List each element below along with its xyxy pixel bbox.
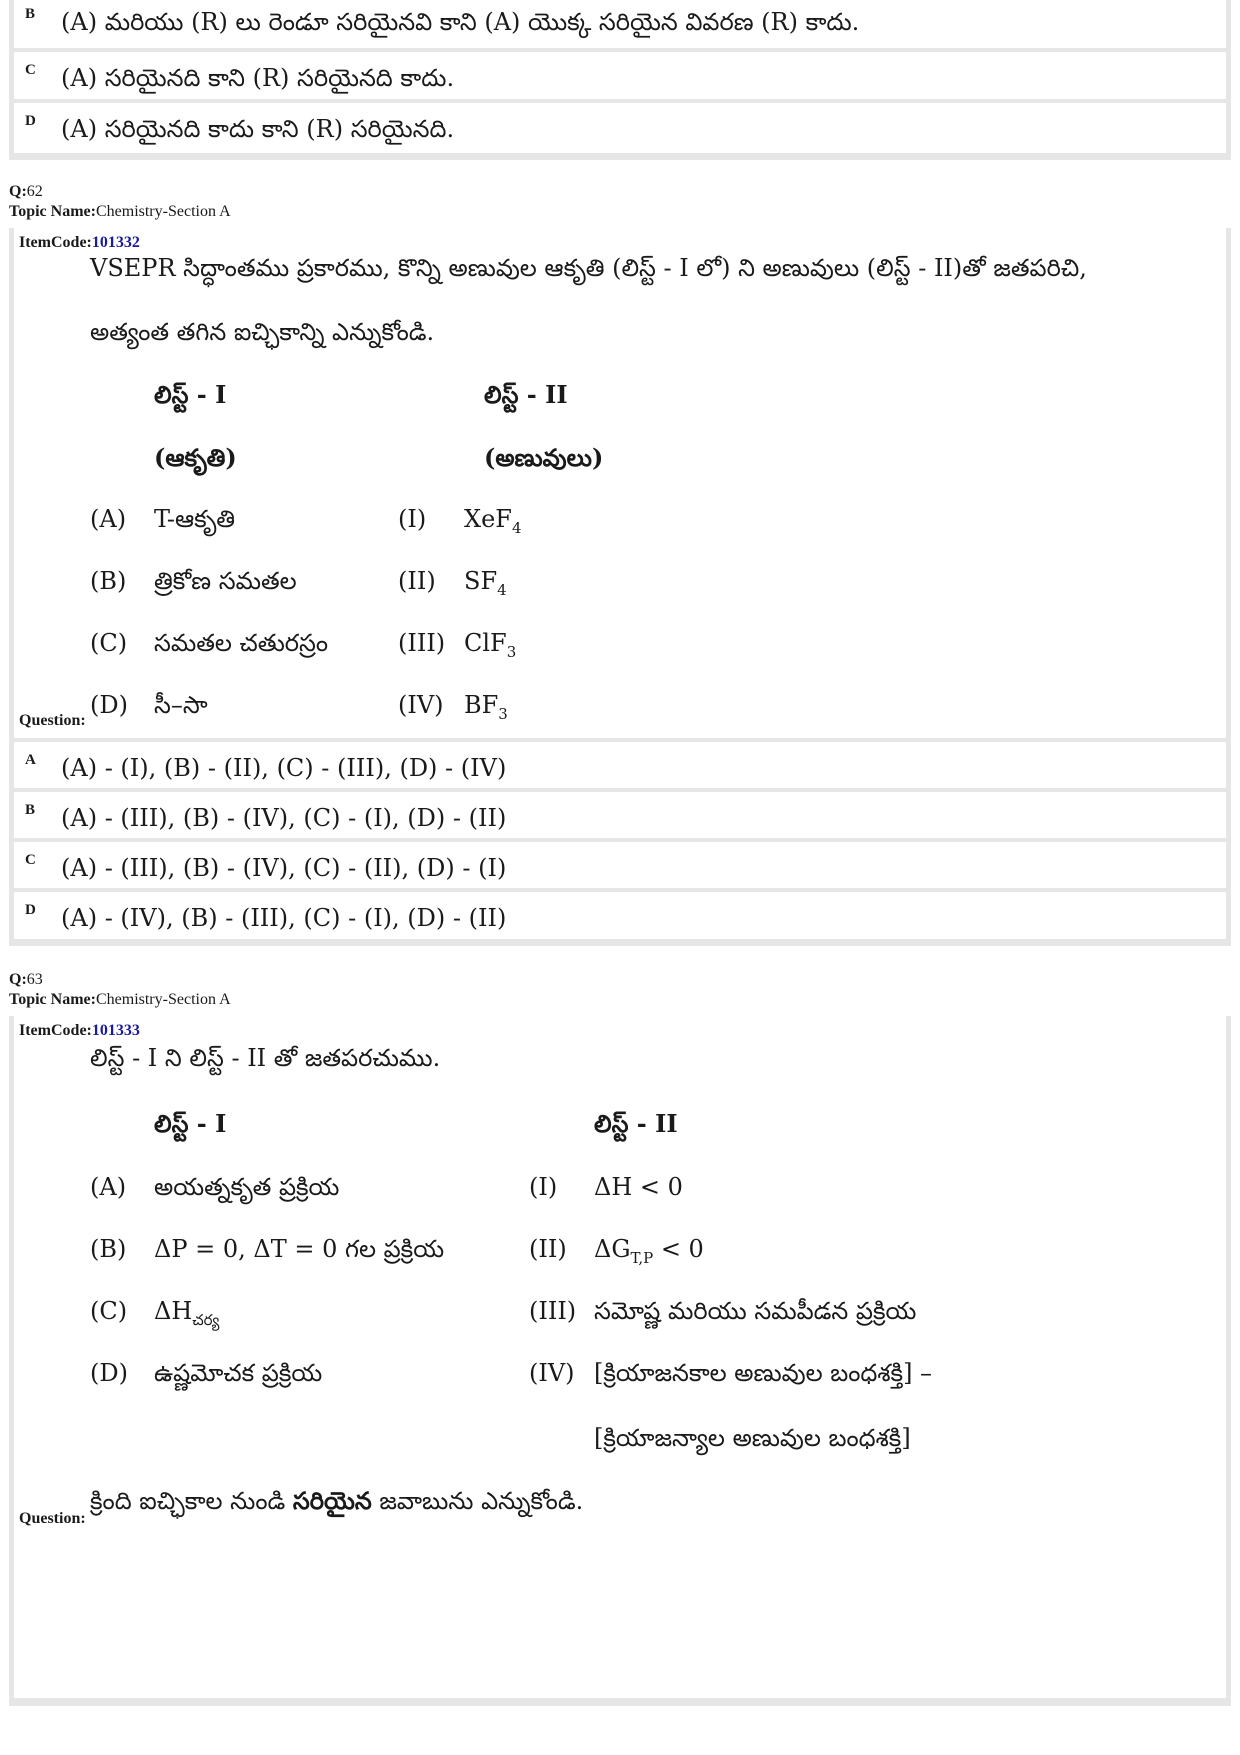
subscript: చర్య (192, 1311, 220, 1329)
row-ii-label: (II) (398, 567, 436, 595)
q-label: Q: (9, 971, 27, 988)
row-d-label: (D) (90, 691, 128, 719)
item-code-label: ItemCode: (19, 234, 92, 251)
row-iv-formula (464, 691, 508, 723)
option-c[interactable] (14, 52, 1226, 99)
formula: ClF (464, 629, 507, 657)
q-number: 62 (26, 183, 43, 200)
item-code-value[interactable]: 101332 (91, 234, 140, 251)
subscript: T,P (630, 1249, 654, 1267)
subscript: 3 (506, 643, 517, 661)
row-c-label: (C) (90, 629, 128, 657)
q63-block (9, 1016, 1231, 1706)
option-text: (A) మరియు (R) లు రెండూ సరియైనవి కాని (A) యొక్క సరియైన వివరణ (R) కాదు. (61, 8, 860, 36)
option-letter: A (25, 752, 36, 768)
row-d-text: సీ–సా (154, 691, 208, 719)
option-b[interactable] (14, 792, 1226, 838)
subscript: 4 (511, 519, 522, 537)
row-i-formula (464, 505, 522, 537)
row-a-text: అయత్నకృత ప్రక్రియ (154, 1173, 340, 1201)
item-code-value[interactable]: 101333 (91, 1022, 140, 1039)
q62-line2: అత్యంత తగిన ఐచ్ఛికాన్ని ఎన్నుకోండి. (90, 318, 435, 346)
subscript: 3 (498, 705, 508, 723)
row-c-label: (C) (90, 1297, 128, 1325)
formula-tail: < 0 (653, 1235, 704, 1263)
question-label: Question: (19, 712, 86, 729)
row-iv-label: (IV) (529, 1359, 575, 1387)
list1-title: లిస్ట్ - I (154, 1109, 227, 1138)
row-i-label: (I) (529, 1173, 558, 1201)
option-letter: D (25, 113, 36, 129)
row-iii-formula (464, 629, 516, 661)
question-label: Question: (19, 1510, 86, 1527)
option-c[interactable] (14, 842, 1226, 888)
row-ii-label: (II) (529, 1235, 567, 1263)
row-iii-label: (III) (398, 629, 446, 657)
option-letter: B (25, 802, 36, 818)
q63-line1 (90, 1044, 440, 1078)
option-d[interactable] (14, 103, 1226, 153)
option-text: (A) - (III), (B) - (IV), (C) - (II), (D) - (I) (61, 854, 507, 882)
topic-label: Topic Name: (9, 991, 96, 1008)
formula: XeF (464, 505, 512, 533)
q63-closing (90, 1486, 583, 1521)
q-number: 63 (26, 971, 43, 988)
item-code (19, 234, 140, 252)
row-b-label: (B) (90, 567, 127, 595)
formula: ΔG (594, 1235, 631, 1263)
row-iv-label: (IV) (398, 691, 444, 719)
option-text: (A) - (I), (B) - (II), (C) - (III), (D) - (IV) (61, 754, 507, 782)
option-letter: C (25, 852, 36, 868)
closing-post: జవాబును ఎన్నుకోండి. (371, 1487, 584, 1515)
option-text: (A) సరియైనది కాని (R) సరియైనది కాదు. (61, 64, 455, 92)
row-i-label: (I) (398, 505, 427, 533)
closing-pre: క్రింది ఐచ్ఛికాల నుండి (90, 1487, 293, 1515)
row-iv-text-cont: [క్రియాజన్యాల అణువుల బంధశక్తి] (594, 1424, 911, 1452)
option-a[interactable] (14, 742, 1226, 788)
row-iv-text: [క్రియాజనకాల అణువుల బంధశక్తి] – (594, 1359, 933, 1387)
subscript: 4 (497, 581, 507, 599)
list2-title: లిస్ట్ - II (594, 1109, 678, 1138)
row-iii-text: సమోష్ణ మరియు సమపీడన ప్రక్రియ (594, 1297, 917, 1325)
row-b-text: ΔP = 0, ΔT = 0 గల ప్రక్రియ (154, 1235, 445, 1263)
option-b[interactable] (14, 0, 1226, 48)
q62-line1: VSEPR సిద్ధాంతము ప్రకారము, కొన్ని అణువుల ఆకృతి (లిస్ట్ - I లో) ని అణువులు (లిస్ట్ - II)తో జతపరిచి, (90, 254, 1087, 282)
row-b-text: త్రికోణ సమతల (154, 567, 297, 595)
row-c-text: సమతల చతురస్రం (154, 629, 329, 657)
option-letter: C (25, 62, 36, 78)
prev-question-options (9, 0, 1231, 160)
list2-title: లిస్ట్ - II (484, 380, 568, 409)
q62-header (9, 182, 231, 222)
row-i-text: ΔH < 0 (594, 1173, 683, 1201)
topic-label: Topic Name: (9, 203, 96, 220)
option-letter: B (25, 6, 36, 22)
option-text: (A) - (IV), (B) - (III), (C) - (I), (D) - (II) (61, 904, 507, 932)
row-a-label: (A) (90, 505, 127, 533)
list1-title: లిస్ట్ - I (154, 380, 227, 409)
topic-name: Chemistry-Section A (95, 991, 231, 1008)
formula: ΔH (154, 1297, 193, 1325)
q-label: Q: (9, 183, 27, 200)
row-d-label: (D) (90, 1359, 128, 1387)
option-d[interactable] (14, 892, 1226, 939)
list2-subtitle: (అణువులు) (484, 443, 604, 472)
option-letter: D (25, 902, 36, 918)
formula: BF (464, 691, 499, 719)
q63-line1-text: లిస్ట్ - I ని లిస్ట్ - II తో జతపరచుము. (90, 1044, 441, 1072)
item-code-label: ItemCode: (19, 1022, 92, 1039)
formula: SF (464, 567, 498, 595)
row-ii-text (594, 1235, 704, 1267)
item-code (19, 1022, 140, 1040)
topic-name: Chemistry-Section A (95, 203, 231, 220)
row-iii-label: (III) (529, 1297, 577, 1325)
row-ii-formula (464, 567, 507, 599)
row-a-label: (A) (90, 1173, 127, 1201)
q62-block (9, 228, 1231, 946)
row-c-text (154, 1297, 219, 1333)
q63-question-box (14, 1016, 1226, 1698)
option-text: (A) - (III), (B) - (IV), (C) - (I), (D) - (II) (61, 804, 507, 832)
row-b-label: (B) (90, 1235, 127, 1263)
closing-bold: సరియైన (292, 1486, 372, 1515)
row-d-text: ఉష్ణమోచక ప్రక్రియ (154, 1359, 323, 1387)
row-a-text: T-ఆకృతి (154, 505, 236, 533)
list1-subtitle: (ఆకృతి) (154, 443, 237, 472)
option-text: (A) సరియైనది కాదు కాని (R) సరియైనది. (61, 115, 455, 143)
q62-question-box (14, 228, 1226, 738)
q63-header (9, 970, 231, 1010)
